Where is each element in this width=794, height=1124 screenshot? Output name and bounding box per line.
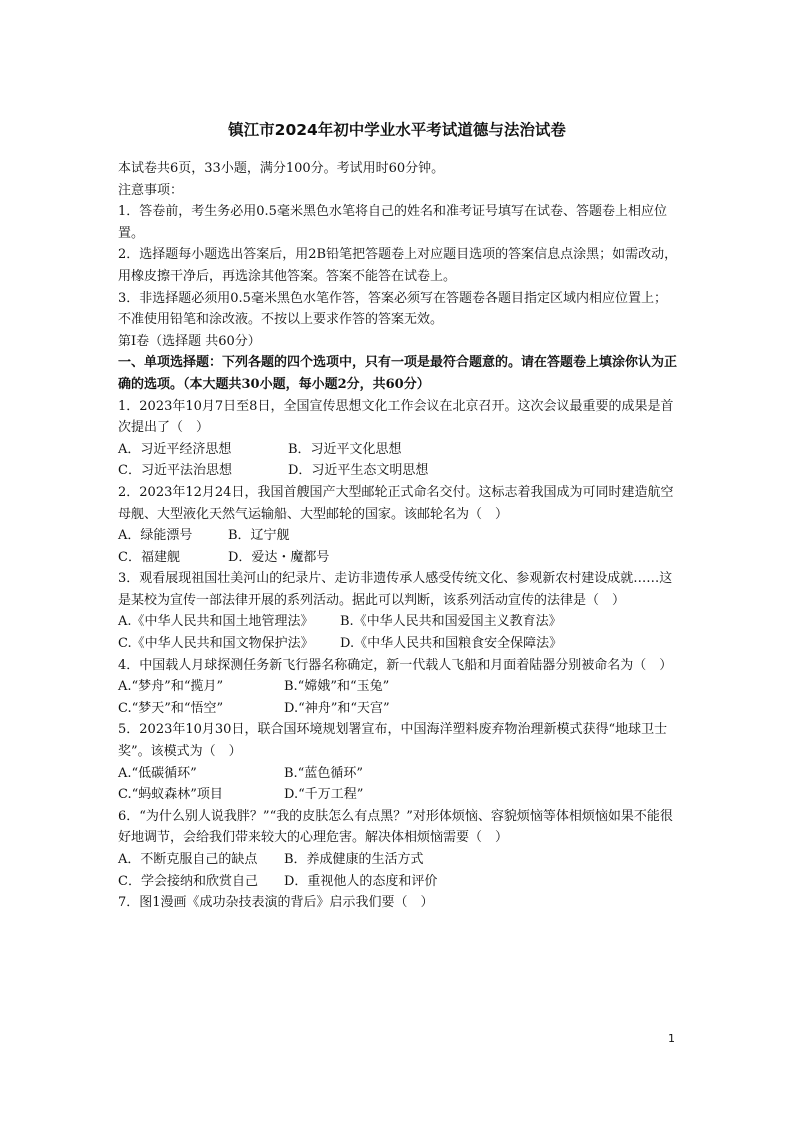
question-stem: 5．2023年10月30日，联合国环境规划署宣布，中国海洋塑料废弃物治理新模式获得“地球卫士奖”。该模式为（ ） bbox=[118, 722, 668, 760]
option: A．习近平经济思想 bbox=[118, 441, 232, 457]
question-stem: 7．图1漫画《成功杂技表演的背后》启示我们要（ ） bbox=[118, 895, 434, 911]
option: A.“梦舟”和“揽月” bbox=[118, 679, 224, 695]
option: C.“梦天”和“悟空” bbox=[118, 700, 224, 716]
volume-heading: 第Ⅰ卷（选择题 共60分） bbox=[118, 333, 261, 349]
option: B.《中华人民共和国爱国主义教育法》 bbox=[340, 614, 562, 630]
question-stem: 3．观看展现祖国壮美河山的纪录片、走访非遗传承人感受传统文化、参观新农村建设成就……这是某校为宣传一部法律开展的系列活动。据此可以判断，该系列活动宣传的法律是（ ） bbox=[118, 571, 673, 608]
option: D．重视他人的态度和评价 bbox=[284, 873, 438, 889]
option: C．福建舰 bbox=[118, 549, 180, 565]
option-row bbox=[118, 784, 678, 806]
exam-content bbox=[118, 158, 678, 914]
option-row bbox=[118, 460, 678, 482]
exam-title: 镇江市2024年初中学业水平考试道德与法治试卷 bbox=[228, 121, 566, 139]
option: C.《中华人民共和国文物保护法》 bbox=[118, 636, 314, 652]
option: D.“千万工程” bbox=[284, 787, 364, 803]
question-stem: 6．“为什么别人说我胖？”“我的皮肤怎么有点黑？”对形体烦恼、容貌烦恼等体相烦恼如果不能很好地调节，会给我们带来较大的心理危害。解决体相烦恼需要（ ） bbox=[118, 808, 673, 846]
section-heading: 一、单项选择题：下列各题的四个选项中，只有一项是最符合题意的。请在答题卷上填涂你认为正确的选项。（本大题共30小题，每小题2分，共60分） bbox=[118, 355, 678, 392]
option: B．辽宁舰 bbox=[228, 528, 290, 544]
option-row bbox=[118, 633, 678, 655]
question-stem: 2．2023年12月24日，我国首艘国产大型邮轮正式命名交付。这标志着我国成为可同时建造航空母舰、大型液化天然气运输船、大型邮轮的国家。该邮轮名为（ ） bbox=[118, 484, 674, 522]
option-row bbox=[118, 849, 678, 871]
exam-summary: 本试卷共6页，33小题，满分100分。考试用时60分钟。 bbox=[118, 161, 445, 176]
option: A.《中华人民共和国土地管理法》 bbox=[118, 614, 314, 630]
option: C．学会接纳和欣赏自己 bbox=[118, 873, 258, 889]
notice-item: 3．非选择题必须用0.5毫米黑色水笔作答，答案必须写在答题卷各题目指定区域内相应位置上；不准使用铅笔和涂改液。不按以上要求作答的答案无效。 bbox=[118, 290, 667, 328]
option: B.“蓝色循环” bbox=[284, 765, 363, 781]
question-stem: 4．中国载人月球探测任务新飞行器名称确定，新一代载人飞船和月面着陆器分别被命名为（ ） bbox=[118, 657, 673, 673]
question-stem: 1．2023年10月7日至8日，全国宣传思想文化工作会议在北京召开。这次会议最重要的成果是首次提出了（ ） bbox=[118, 398, 674, 436]
option: D.“神舟”和“天宫” bbox=[284, 700, 390, 716]
option: A．绿能漂号 bbox=[118, 528, 193, 544]
notice-heading: 注意事项： bbox=[118, 182, 184, 198]
option-row bbox=[118, 547, 678, 569]
option-row bbox=[118, 763, 678, 785]
page-number: 1 bbox=[668, 1032, 675, 1045]
option: D．习近平生态文明思想 bbox=[288, 463, 429, 479]
notice-item: 2．选择题每小题选出答案后，用2B铅笔把答题卷上对应题目选项的答案信息点涂黑；如需改动，用橡皮擦干净后，再选涂其他答案。答案不能答在试卷上。 bbox=[118, 247, 678, 284]
option-row bbox=[118, 439, 678, 461]
option-row bbox=[118, 611, 678, 633]
option: A.“低碳循环” bbox=[118, 765, 197, 781]
option-row bbox=[118, 676, 678, 698]
option-row bbox=[118, 871, 678, 893]
option: D．爱达・魔都号 bbox=[228, 549, 330, 565]
option-row bbox=[118, 698, 678, 720]
option: C．习近平法治思想 bbox=[118, 463, 232, 479]
option: C.“蚂蚁森林”项目 bbox=[118, 787, 223, 803]
option-row bbox=[118, 525, 678, 547]
option: B．习近平文化思想 bbox=[288, 441, 402, 457]
option: A．不断克服自己的缺点 bbox=[118, 852, 258, 867]
option: D.《中华人民共和国粮食安全保障法》 bbox=[340, 636, 563, 652]
option: B.“嫦娥”和“玉兔” bbox=[284, 679, 390, 695]
option: B．养成健康的生活方式 bbox=[284, 852, 424, 867]
notice-item: 1．答卷前，考生务必用0.5毫米黑色水笔将自己的姓名和准考证号填写在试卷、答题卷上相应位置。 bbox=[118, 204, 667, 241]
